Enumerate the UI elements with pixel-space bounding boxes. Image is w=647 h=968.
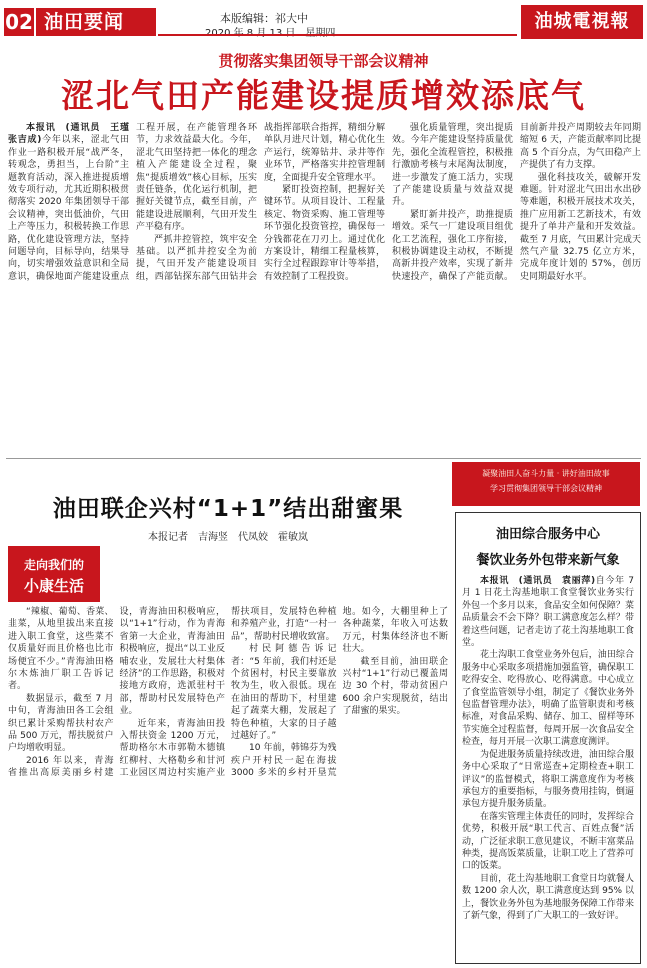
- story3-paragraph: 在落实管理主体责任的同时，发挥综合优势，积极开展“职工代言、百姓点餐”活动，广泛征求职工意见建议，不断丰富菜品种类，提高饭菜质量，让职工吃上了营养可口的饭菜。: [462, 811, 634, 872]
- story3-body: [462, 575, 634, 959]
- story3-box-title: 油田综合服务中心: [495, 527, 600, 542]
- story3-paragraph: 目前，花土沟基地职工食堂日均就餐人数 1200 余人次，职工满意度达到 95% 以上，餐饮业务外包为基地服务保障工作带来了新气象，得到了广大职工的一致好评。: [462, 873, 634, 921]
- badge-line-2: 小康生活: [23, 577, 84, 595]
- section-name: 油田要闻: [36, 8, 156, 36]
- story1-byline: 本报讯 (通讯员 王瑾 张吉成): [8, 123, 139, 146]
- story2-paragraph: 近年来，青海油田投入帮扶资金 1200 万元，帮助格尔木市郭勒木德镇红柳村、大格勒乡和甘河工业园区周边村实施产业帮扶项目，发展特色种植和养殖产业，打造“一村一品”，帮助村民增收致富。: [119, 607, 337, 779]
- promo-banner: [452, 462, 640, 506]
- masthead: [0, 0, 647, 44]
- promo-line-1: 凝聚油田人奋斗力量 · 讲好油田故事: [482, 469, 610, 478]
- story2-body: [8, 606, 448, 962]
- story2-authors: 本报记者 吉海竖 代凤姣 霍敏岚: [148, 532, 308, 543]
- promo-line-2: 学习贯彻集团领导干部会议精神: [490, 484, 602, 493]
- story2-paragraph: 村民阿德告诉记者：“5 年前，我们村还是个贫困村，村民主要靠放牧为生，收入很低。现在在油田的帮助下，村里建起了蔬菜大棚，发展起了特色种植，大家的日子越过越好了。”: [231, 644, 337, 742]
- badge-line-1: 走向我们的: [23, 558, 84, 572]
- issue-date: [205, 24, 335, 39]
- story1-paragraph: 紧盯新井投产，助推提质增效。采气一厂建设项目组优化工艺流程，强化工序衔接，积极协调建设主动权，不断提高新井投产效率，实现了新井快速投产，确保了产能贡献。目前新井投产周期较去年同期缩短 6 天，产能贡献率同比提高 5 个百分点，为气田稳产上产提供了有力支撑。: [392, 123, 641, 282]
- story2-paragraph: 截至目前，油田联企兴村“1+1”行动已覆盖周边 30 个村，带动贫困户 600 余户实现脱贫，结出了甜蜜的果实。: [342, 656, 448, 717]
- story1-headline: 涩北气田产能建设提质增效添底气: [61, 76, 586, 115]
- story1-paragraph: 强化质量管理，突出提质效。今年产能建设坚持质量优先，强化全流程管控，积极推行激励考核与末尾淘汰制度，进一步激发了施工活力，实现了产能建设质量与效益双提升。: [392, 123, 513, 208]
- story2-paragraph: 数据显示，截至 7 月中旬，青海油田各工会组织已累计采购帮扶村农产品 500 万元，帮扶脱贫户户均增收明显。: [8, 693, 114, 754]
- page-number: 02: [5, 10, 33, 34]
- story1-paragraph: 紧盯投资控制，把握好关键环节。从项目设计、工程量核定、物资采购、施工管理等环节强化投资管控，确保每一分钱都花在刀刃上。通过优化方案设计，精细工程量核算，实行全过程跟踪审计等举措，有效控制了工程投资。: [264, 185, 385, 282]
- story3-headline: 餐饮业务外包带来新气象: [476, 553, 620, 568]
- story2-paragraph: 2016 年以来，青海省推出高原美丽乡村建设，青海油田积极响应，以“1+1”行动，作为青海省第一大企业，青海油田积极响应，提出“以工业反哺农业，发展壮大村集体经济”的工作思路，积极对接地方政府，选派驻村干部，帮助村民发展特色产业。: [8, 607, 225, 779]
- section-divider: [6, 458, 641, 459]
- story1-kicker: 贯彻落实集团领导干部会议精神: [218, 52, 429, 70]
- newspaper-logo: 油城電視報: [521, 5, 643, 39]
- story1-body: [8, 122, 641, 452]
- story1-paragraph: 严抓井控管控，筑牢安全基础。以严抓井控安全为前提，气田开发产能建设项目组，西部钻探东部气田钻井会战指挥部联合指挥，精细分解单队月进尺计划，精心优化生产运行，统筹钻井、录井等作业环节，严格落实井控管理制度，全面提升安全管理水平。: [136, 123, 385, 282]
- story3-paragraph: 花土沟职工食堂业务外包后，油田综合服务中心采取多项措施加强监管，确保职工吃得安全、吃得放心、吃得满意。中心成立了食堂监管领导小组，制定了《餐饮业务外包监督管理办法》，明确了监管职责和考核标准，对食品采购、储存、加工、留样等环节实施全过程监督，每周开展一次食品安全检查，每月开展一次职工满意度测评。: [462, 650, 634, 748]
- story3-byline: 本报讯 (通讯员 袁丽萍): [480, 576, 596, 586]
- page-editor: 本版编辑：祁大中: [220, 12, 308, 25]
- story2-paragraph: 10 年前，韩锦芬为残疾户开村民一起在海拔 3000 多米的乡村开垦荒地。如今，大棚里种上了各种蔬菜，年收入可达数万元，村集体经济也不断壮大。: [231, 607, 448, 779]
- story2-paragraph: “辣椒、葡萄、香菜、韭菜，从地里拔出来直接进入职工食堂，这些菜不仅质量好而且价格也比市场便宜不少。”青海油田格尔木炼油厂职工告诉记者。: [8, 607, 114, 692]
- story3-paragraph: 为促进服务质量持续改进，油田综合服务中心采取了“日常巡查+定期检查+职工评议”的监督模式，将职工满意度作为考核承包方的重要指标，与服务费用挂钩，倒逼承包方提升服务质量。: [462, 749, 634, 810]
- story1-paragraph: 强化科技攻关，破解开发难题。针对涩北气田出水出砂等难题，积极开展技术攻关，推广应用新工艺新技术，有效提升了单井产量和开发效益。截至 7 月底，气田累计完成天然气产量 32.75 亿立方米，完成年度计划的 57%，创历史同期最好水平。: [520, 172, 641, 282]
- story2-headline: 油田联企兴村“1+1”结出甜蜜果: [52, 496, 404, 522]
- story1-paragraph: 本报讯 (通讯员 王瑾 张吉成)今年以来，涩北气田作业一路积极开展“战严冬，转观念，勇担当，上台阶”主题教育活动，深入推进提质增效专项行动，尤其近期积极贯彻落实 2020 年集团领导干部会议精神，突出低油价，气田上产等压力，积极转换工作思路，优化建设管理方法，坚持问题导向，目标导向，结果导向，切实增强效益意识和全局意识，确保地面产能建设重点工程开展，在产能管理各环节，力求效益最大化。今年，涩北气田坚持把一体化的理念植入产能建设全过程，聚焦“提质增效”核心目标，压实责任链条，优化运行机制，把握好关键节点，截至目前，产能建设进展顺利，气田开发生产平稳有序。: [8, 123, 257, 282]
- story3-box: [455, 512, 641, 964]
- masthead-rule: [158, 34, 517, 36]
- column-badge: [8, 546, 100, 602]
- story3-paragraph: 本报讯 (通讯员 袁丽萍)自今年 7 月 1 日花土沟基地职工食堂餐饮业务实行外包一个多月以来，食品安全如何保障？菜品质量会不会下降？职工满意度怎么样？带着这些问题，记者走访了花土沟基地职工食堂。: [462, 576, 634, 649]
